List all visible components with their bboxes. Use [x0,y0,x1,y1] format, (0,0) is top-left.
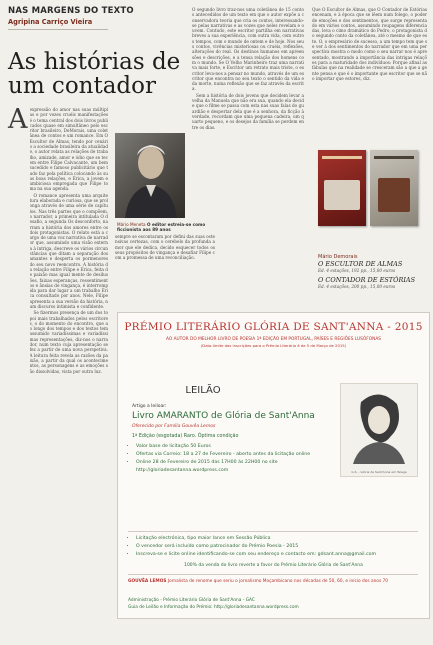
auction-rule-item: • Inscreva-se e licite online identificando-se com seu endereço e contacto em: gdsant.anna@gmail.com [136,551,431,559]
gouvea-text: Jornalista de renome que seriu o jornalismo Moçambicano nos décadas de 50, 60, e início dos anos 70 [167,579,389,584]
author-photo [115,133,185,218]
book-cover-contador [370,150,418,226]
auction-detail-item: • Ofertas via Correio: 18 a 27 de Fevereiro - aberto antes da licitação online [136,451,341,459]
portrait-caption: G.S. - Glória de Sant'Anna em Telega [351,470,407,474]
book-title-1: O ESCULTOR DE ALMAS [318,260,403,268]
gouvea-label: GOUVÊA LEMOS [128,579,167,584]
article-headline: As histórias de um contador [8,49,181,99]
auction-rule-item: • Licitação electrónica, tipo maior lance em Sessão Pública [136,535,431,543]
drop-cap: A [8,104,28,135]
ad-subtitle: AO AUTOR DO MELHOR LIVRO DE POESIA 1ª EDIÇÃO EM PORTUGAL, PAÍSES E REGIÕES LUSÓFONAS [165,337,382,342]
ad-footer-1: Administração - Prémio Literário Glória de Sant'Anna - GAC [128,598,255,603]
offered-by: Oferecido por Família Gouvêa Lemos [132,424,216,429]
auction-details-list [128,443,341,475]
column-header: NAS MARGENS DO TEXTO [8,6,134,16]
auction-rules-list [128,535,431,559]
photo-caption-text: O editor estreia-se como ficcionista aos 89 anos [117,222,206,232]
ad-footer-2: Guia de Leilão e Informação do Prémio: http://gloriadesantanna.wordpress.com [128,605,299,610]
book-author-1: Mário Demorais [318,254,358,260]
article-column-1b: sempre se escontaram por defini das suas ostensivas certezas, com o cerebelo da profunda amor que ele dedica, decido esquecer todos os seus propósitos de vingança e desafiar Filipe com a promessa de uma reconciliação. [115,234,215,261]
auction-heading: LEILÃO [185,385,221,396]
poet-portrait [340,383,418,477]
ad-divider-1 [128,531,418,532]
edition-note: 1ª Edição (esgotada) Raro. Óptima condição [132,434,239,439]
artigo-label: Artigo a leiloar: [132,404,167,409]
photo-caption-name: Mário Meneta [117,222,146,227]
article-column-2: O segundo livro traz-nos uma coletânea de 15 contos antecedidos de um texto em que o autor expõe a conservadora teoria que cria os contos, interessando-se pelas narrativas e as vozes que neles revelam e ouvem. Contudo, este escritor partilha em narrativas breves a sua experiência, com outra vida, com outros tempos, com o mundo de ontem e de hoje. Nos seus contos, vivências misteriosas ou cruéis, reflexões, alterações do real. Os destinos humanos em apreensões e descrições, e a tensa relação dos homens com o mundo. Se O Velho Marinheiro traz uma narrativa mais forte, e Escritor um retrato mais triste, o escritor leva-nos a pensar no mundo, através de um escritor que encontra no seu texto o sentido da vida e da morte, numa reflexão que se faz através da escrita. Sem a história de dois jovens que decidem levar a velha da Manuela que não era sua, quando ela decide que o filme se passa com esta nas suas falas do guardião e despertar dela que é a senhora, da ficção à verdade, recordam que uma pequena cadeira, um quarto pequeno, e os desejos da família se perdem entre os dias. [192,7,304,130]
book-cover-escultor [318,150,366,226]
prize-advertisement [117,312,430,619]
auction-book-title: Livro AMARANTO de Glória de Sant'Anna [132,411,315,421]
header-divider [8,29,108,30]
ad-subtitle-2: (Data-limite das inscrições para o Prémio Literário é de 5 de Março de 2015) [200,343,347,348]
ad-title: PRÉMIO LITERÁRIO GLÓRIA DE SANT'ANNA - 2015 [124,321,423,333]
article-column-3: Que O Escultor de Almas, que O Contador de Estórias encenam, e à época que se lêem num folego, o poder de emoções e dos sentimentos, que surge representado em vários contos, assumindo roupagens diferenciadas, leva o cimo dramático do Pedro, o protagonista do segundo conto da coletânea, até o mesmo de que este. O, o empresário de sucesso, a um tempo tem que se ver à dos sentimentos do narrador que em uma perspectiva mostra o modo como o seu narrar nos é apresentado, mostrando a importância das intrigas relações para a maturidade dos indivíduos: Porque afinal as fábulas que na realidade se cresceram são a que a gente pensa e que é o importante que escritor que se não importar que estores, diz. [312,7,427,81]
column-author: Agripina Carriço Vieira [8,18,93,26]
auction-detail-item: • Valor base de licitação 50 Euros [136,443,341,451]
proceeds-note: 100% da venda do livro reverte a favor do Prémio Literário Glória de Sant'Anna [184,563,363,568]
book-title-2: O CONTADOR DE ESTÓRIAS [318,276,416,284]
auction-rule-item: • O vencedor será incluído como patrocinador do Prémio Poesia - 2015 [136,543,431,551]
ad-divider-2 [128,574,418,575]
book-info-2: Ed. 4 estações, 200 pp., 15,00 euros [318,284,396,289]
article-column-1: expressão do amor nas suas múltiplas e por vezes cruéis manifestações é o tema central dos dois livros publicados quase em simultâneo pelo escritor brasileiro, DeMorais, uma coletânea de contos e um romance. Em O Escultor de Almas, tendo por cenário a sociedade brasileira da atualidade, o autor relata as relações de trabalho, amizade, amor e ódio que se tecem entre Filipe Calvacante, um bem sucedido e famoso publicitário que tudo faz pela política colocando às suas boas relações, e Érica, a jovem e ambiciosa empregada que Filipe toma na sua agenda. O romance apresenta uma arquitetura elaborada e curiosa, que se prolonga através de uma série de capítulos. Nas três partes que o compõem, o narrador, a primeira intitulada O desafio, a segunda Os desconforto, narram a história dos amores entre os dois protagonistas. O relato está a cargo de uma voz narrativa de narrador que, assumindo uma visão externa à intriga, descreve os vários circunstâncias que ditam a separação dos amantes e desperta os pormenores do seu novo reencontro. A história da relação entre Filipe e Érica, feita de paixão mas igual mente de desilusões, faixas esperanças, ressentimentos e ânsias de vingança, é interrompida para dar lugar a um trabalho Érica consultado por anos. Nele, Filipe apresenta a sua versão da história, num discurso intimista e confidente. Se fizermos presença de um dos topoi mais trabalhados pelos escritores, o do momento do encontro, que ao longo dos tempos e dos textos tem assumido variadíssimas e variadíssimas representações, diz-nos o narrador, num texto cuja apresentação se fez a partir de uma nova perspetiva. A leitura feita revela as razões da paixão, a partir da qual os acontecimentos, as personagens e as emoções são dissolvidas, vista por outra luz. [29,107,108,374]
book-info-1: Ed. 4 estações, 192 pp., 15,00 euros [318,268,396,273]
auction-detail-item: • Online 28 de Fevereiro de 2015 das 17H00 às 22H00 no site http://gloriadesantanna.wordpress.com [136,459,341,475]
